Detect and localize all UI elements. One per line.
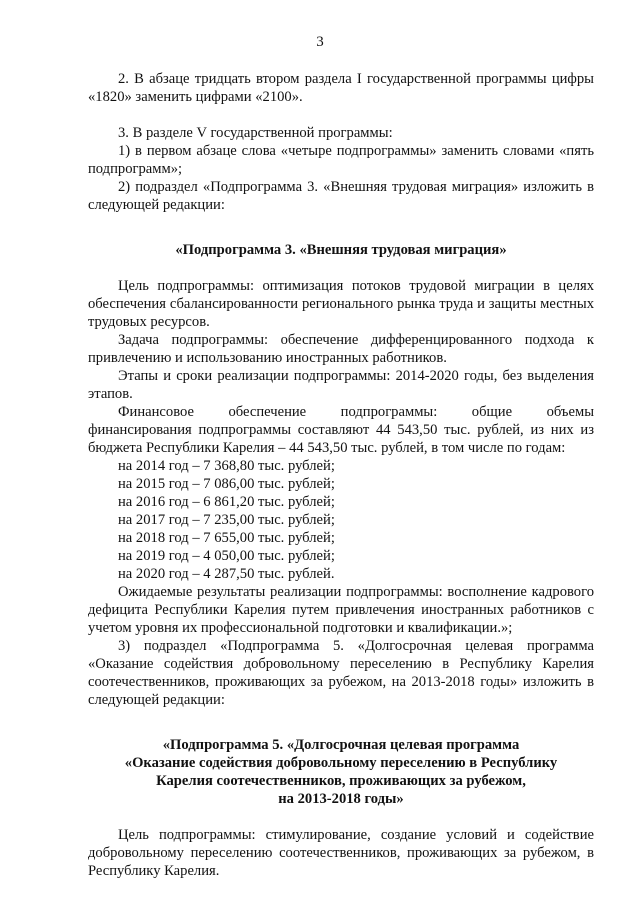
subprogram-3-finance-line1: Финансовое обеспечение подпрограммы: общие объемы [118,404,594,420]
funding-by-year-list [88,457,594,583]
heading-subprogram-5-line4: на 2013-2018 годы» [278,791,404,807]
subprogram-3-stages: Этапы и сроки реализации подпрограммы: 2014-2020 годы, без выделения этапов. [88,368,594,402]
paragraph-item-2: 2. В абзаце тридцать втором раздела I государственной программы цифры «1820» заменить цифрами «2100». [88,71,594,105]
list-item: на 2015 год – 7 086,00 тыс. рублей; [118,476,335,492]
heading-subprogram-5-line3: Карелия соотечественников, проживающих за рубежом, [156,773,526,789]
paragraph-subitem-2: 2) подраздел «Подпрограмма 3. «Внешняя трудовая миграция» изложить в следующей редакции: [88,179,594,213]
list-item: на 2019 год – 4 050,00 тыс. рублей; [118,548,335,564]
list-item: на 2014 год – 7 368,80 тыс. рублей; [118,458,335,474]
list-item: на 2017 год – 7 235,00 тыс. рублей; [118,512,335,528]
page-number: 3 [316,34,324,50]
heading-subprogram-5-line1: «Подпрограмма 5. «Долгосрочная целевая программа [162,737,520,753]
subprogram-3-task: Задача подпрограммы: обеспечение дифференцированного подхода к привлечению и использованию иностранных работников. [88,332,594,366]
list-item: на 2018 год – 7 655,00 тыс. рублей; [118,530,335,546]
paragraph-subitem-1: 1) в первом абзаце слова «четыре подпрограммы» заменить словами «пять подпрограмм»; [88,143,594,177]
list-item: на 2016 год – 6 861,20 тыс. рублей; [118,494,335,510]
subprogram-3-results: Ожидаемые результаты реализации подпрограммы: восполнение кадрового дефицита Республики Карелия путем привлечения иностранных работников с учетом уровня их профессиональной подготовки и квалификации.»; [88,584,594,636]
paragraph-subitem-3: 3) подраздел «Подпрограмма 5. «Долгосрочная целевая программа «Оказание содействия добровольному переселению в Республику Карелия соотечественников, проживающих за рубежом, на 2013-2018 годы» изложить в следующей редакции: [88,638,594,708]
paragraph-section-5: 3. В разделе V государственной программы: [118,125,393,141]
document-body [88,70,594,880]
subprogram-3-finance: финансирования подпрограммы составляют 44 543,50 тыс. рублей, из них из бюджета Республики Карелия – 44 543,50 тыс. рублей, в том числе по годам: [88,422,594,456]
heading-subprogram-5-line2: «Оказание содействия добровольному переселению в Республику [124,755,558,771]
heading-subprogram-3: «Подпрограмма 3. «Внешняя трудовая миграция» [175,242,507,258]
list-item: на 2020 год – 4 287,50 тыс. рублей. [118,566,335,582]
subprogram-3-goal: Цель подпрограммы: оптимизация потоков трудовой миграции в целях обеспечения сбалансированности регионального рынка труда и защиты местных трудовых ресурсов. [88,278,594,330]
subprogram-5-goal: Цель подпрограммы: стимулирование, создание условий и содействие добровольному переселению соотечественников, проживающих за рубежом, в Республику Карелия. [88,827,594,879]
